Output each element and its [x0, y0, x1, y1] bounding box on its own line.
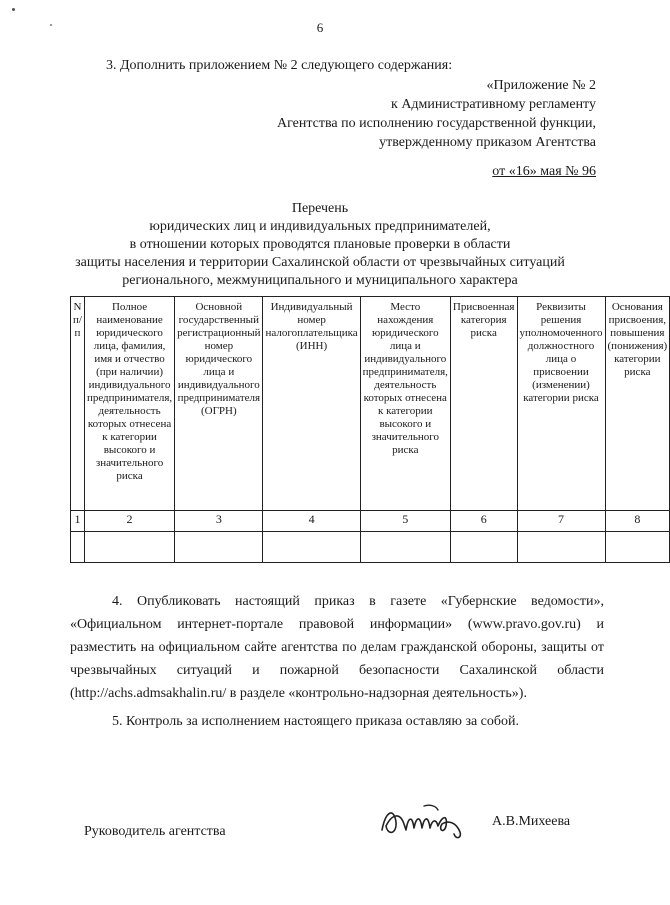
table-header-row — [71, 297, 670, 511]
column-number-cell: 8 — [605, 511, 670, 532]
header-cell: Присвоенная категория риска — [450, 297, 517, 511]
risk-register-table — [70, 296, 670, 563]
approval-line-3: Агентства по исполнению государственной функции, — [276, 116, 596, 131]
empty-cell — [605, 532, 670, 563]
header-cell: Основной государственный регистрационный номер юридического лица и индивидуального предпринимателя (ОГРН) — [175, 297, 263, 511]
column-number-row — [71, 511, 670, 532]
column-number-cell: 1 — [71, 511, 85, 532]
item-5-text: 5. Контроль за исполнением настоящего приказа оставляю за собой. — [112, 714, 520, 729]
item-3-text: 3. Дополнить приложением № 2 следующего содержания: — [106, 58, 453, 73]
handwritten-signature — [376, 800, 476, 844]
empty-cell — [360, 532, 450, 563]
title-line-2: юридических лиц и индивидуальных предпринимателей, — [149, 219, 491, 234]
header-cell: Место нахождения юридического лица и индивидуального предпринимателя, деятельность которых отнесена к категории высокого и значительного риска — [360, 297, 450, 511]
empty-cell — [175, 532, 263, 563]
column-number-cell: 5 — [360, 511, 450, 532]
list-title — [40, 200, 600, 290]
title-line-5: регионального, межмуниципального и муниципального характера — [122, 273, 518, 288]
empty-cell — [450, 532, 517, 563]
header-cell: Индивидуальный номер налогоплательщика (ИНН) — [263, 297, 360, 511]
header-cell: N п/п — [71, 297, 85, 511]
header-cell: Полное наименование юридического лица, фамилия, имя и отчество (при наличии) индивидуального предпринимателя, деятельность которых отнесена к категории высокого и значительного риска — [84, 297, 174, 511]
empty-cell — [71, 532, 85, 563]
header-cell: Реквизиты решения уполномоченного должностного лица о присвоении (изменении) категории риска — [517, 297, 605, 511]
approval-line-4: утвержденному приказом Агентства — [379, 135, 596, 150]
column-number-cell: 3 — [175, 511, 263, 532]
title-heading: Перечень — [291, 201, 349, 216]
empty-cell — [517, 532, 605, 563]
approval-line-2: к Административному регламенту — [391, 97, 596, 112]
scan-speck — [12, 8, 15, 11]
title-line-3: в отношении которых проводятся плановые проверки в области — [129, 237, 511, 252]
empty-cell — [84, 532, 174, 563]
column-number-cell: 6 — [450, 511, 517, 532]
approval-line-1: «Приложение № 2 — [486, 78, 596, 93]
title-line-4: защиты населения и территории Сахалинской области от чрезвычайных ситуаций — [75, 255, 565, 270]
header-cell: Основания присвоения, повышения (понижения) категории риска — [605, 297, 670, 511]
column-number-cell: 4 — [263, 511, 360, 532]
item-4-text: 4. Опубликовать настоящий приказ в газете «Губернские ведомости», «Официальном интернет-портале правовой информации» (www.pravo.gov.ru) и разместить на официальном сайте агентства по делам гражданской обороны, защиты от чрезвычайных ситуаций и пожарной безопасности Сахалинской области (http://achs.admsakhalin.ru/ в разделе «контрольно-надзорная деятельность»). — [70, 594, 604, 701]
approval-order-reference: от «16» мая № 96 — [492, 164, 596, 179]
signatory-position: Руководитель агентства — [84, 824, 226, 839]
page-number: 6 — [316, 20, 324, 35]
signatory-name: А.В.Михеева — [492, 814, 571, 829]
column-number-cell: 7 — [517, 511, 605, 532]
empty-cell — [263, 532, 360, 563]
column-number-cell: 2 — [84, 511, 174, 532]
approval-block — [277, 76, 596, 181]
table-row — [71, 532, 670, 563]
